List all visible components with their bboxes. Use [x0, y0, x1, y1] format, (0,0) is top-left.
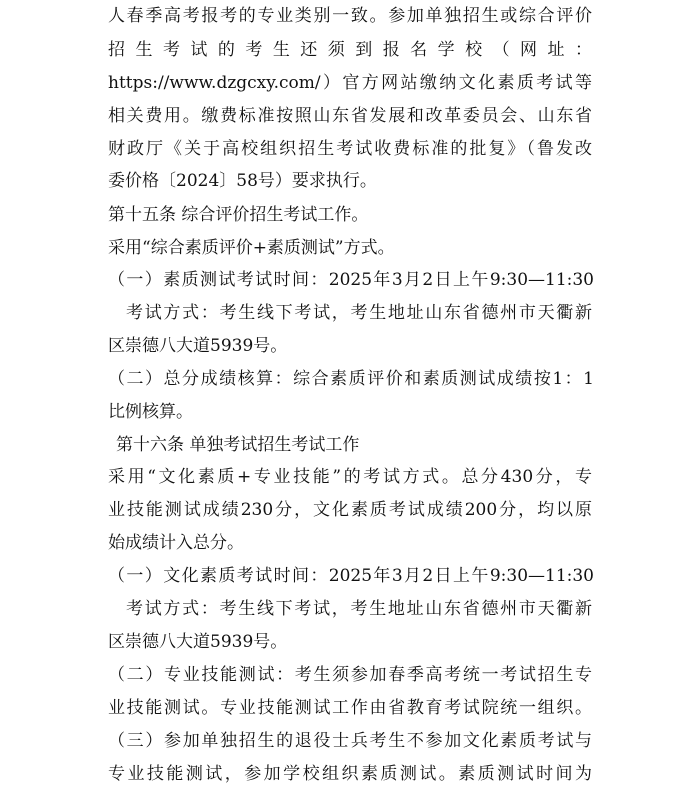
text-line: https://www.dzgcxy.com/）官方网站缴纳文化素质考试等 — [108, 73, 592, 93]
text-line: 采用“文化素质+专业技能”的考试方式。总分430分，专 — [108, 467, 592, 487]
text-line: 相关费用。缴费标准按照山东省发展和改革委员会、山东省 — [108, 106, 592, 126]
text-line: （二）专业技能测试：考生须参加春季高考统一考试招生专 — [108, 665, 592, 685]
text-line: 区崇德八大道5939号。 — [108, 632, 288, 652]
text-line: 专业技能测试，参加学校组织素质测试。素质测试时间为 — [108, 764, 592, 784]
text-line: 采用“综合素质评价+素质测试”方式。 — [108, 238, 395, 258]
text-line: 业技能测试。专业技能测试工作由省教育考试院统一组织。 — [108, 698, 592, 718]
text-line: 招 生 考 试 的 考 生 还 须 到 报 名 学 校 （ 网 址 ： — [108, 40, 592, 60]
text-line: （二）总分成绩核算：综合素质评价和素质测试成绩按1：1 — [108, 369, 594, 389]
text-line: 委价格〔2024〕58号）要求执行。 — [108, 171, 377, 191]
text-line: 财政厅《关于高校组织招生考试收费标准的批复》（鲁发改 — [108, 139, 592, 159]
section-heading: 第十五条 综合评价招生考试工作。 — [108, 205, 369, 225]
text-line: 比例核算。 — [108, 402, 193, 422]
text-line: （三）参加单独招生的退役士兵考生不参加文化素质考试与 — [108, 731, 592, 751]
text-line: 始成绩计入总分。 — [108, 533, 244, 553]
text-line: 考试方式：考生线下考试，考生地址山东省德州市天衢新 — [126, 303, 592, 323]
text-line: 业技能测试成绩230分，文化素质考试成绩200分，均以原 — [108, 500, 592, 520]
text-line: （一）素质测试考试时间：2025年3月2日上午9:30—11:30 — [108, 270, 594, 290]
text-line: 区崇德八大道5939号。 — [108, 336, 288, 356]
text-line: 人春季高考报考的专业类别一致。参加单独招生或综合评价 — [108, 6, 592, 26]
text-line: 考试方式：考生线下考试，考生地址山东省德州市天衢新 — [126, 599, 592, 619]
text-line: （一）文化素质考试时间：2025年3月2日上午9:30—11:30 — [108, 566, 594, 586]
section-heading: 第十六条 单独考试招生考试工作 — [116, 435, 360, 455]
